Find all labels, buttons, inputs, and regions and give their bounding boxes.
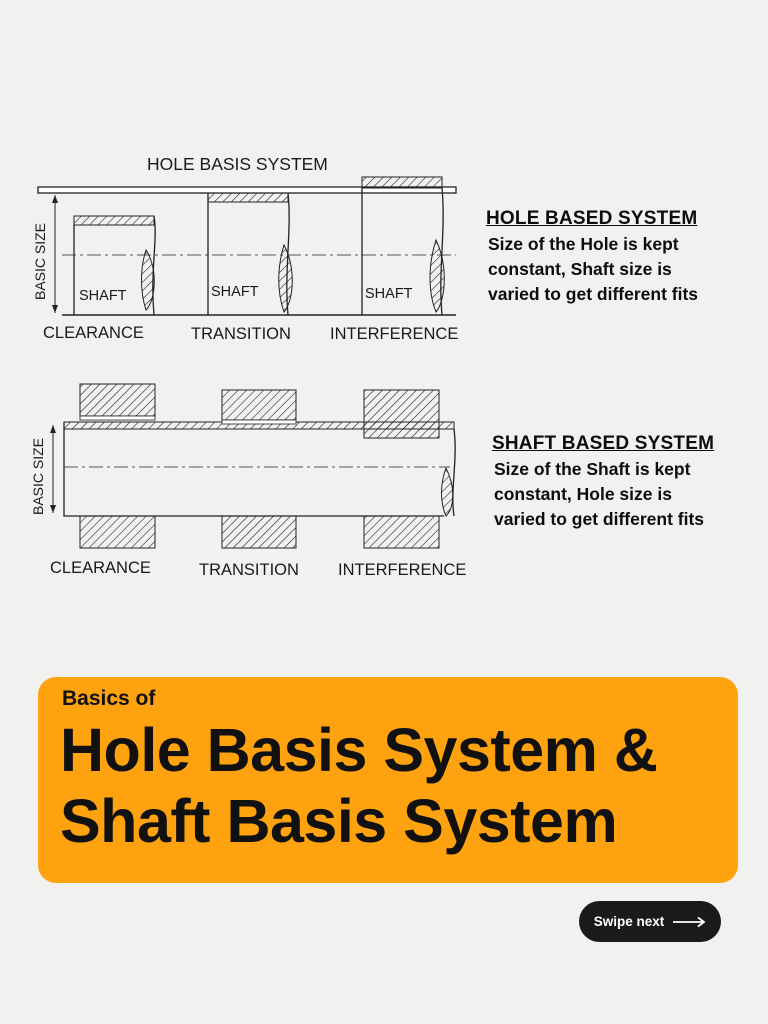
fit-label-clearance: CLEARANCE: [50, 559, 151, 577]
hole-clearance: [80, 384, 155, 548]
hole-interference: [364, 390, 439, 548]
shaft-based-description: [492, 433, 744, 532]
hole-basis-heading: HOLE BASIS SYSTEM: [147, 154, 328, 174]
shaft-based-title: SHAFT BASED SYSTEM: [492, 433, 715, 454]
shaft-basis-diagram: [30, 384, 466, 579]
shaft-based-text: [494, 457, 744, 532]
swipe-label: Swipe next: [593, 914, 665, 929]
description-line: Size of the Shaft is kept: [494, 459, 691, 479]
description-line: Size of the Hole is kept: [488, 234, 679, 254]
hole-based-description: [486, 208, 738, 307]
description-line: varied to get different fits: [488, 284, 699, 304]
hole-transition: [222, 390, 296, 548]
title-line-1: Hole Basis System &: [60, 716, 658, 784]
title-card: [38, 677, 738, 883]
swipe-next-button[interactable]: [579, 901, 721, 942]
hole-based-text: [488, 232, 738, 307]
shaft-basis-axis-label: BASIC SIZE: [30, 437, 46, 515]
hole-based-title: HOLE BASED SYSTEM: [486, 208, 698, 229]
arrow-right-icon: [672, 916, 706, 928]
shaft-label: SHAFT: [365, 286, 413, 302]
title-kicker: Basics of: [62, 687, 156, 710]
fit-label-clearance: CLEARANCE: [43, 324, 144, 342]
description-line: varied to get different fits: [494, 509, 705, 529]
fit-label-transition: TRANSITION: [199, 561, 299, 579]
shaft-label: SHAFT: [211, 284, 259, 300]
fit-label-interference: INTERFERENCE: [338, 561, 467, 579]
description-line: constant, Shaft size is: [488, 259, 672, 279]
fit-label-interference: INTERFERENCE: [330, 325, 459, 343]
fit-label-transition: TRANSITION: [191, 325, 291, 343]
hole-basis-axis-label: BASIC SIZE: [32, 222, 48, 300]
hole-basis-diagram: [32, 154, 458, 343]
description-line: constant, Hole size is: [494, 484, 672, 504]
title-line-2: Shaft Basis System: [60, 787, 618, 855]
shaft-label: SHAFT: [79, 288, 127, 304]
